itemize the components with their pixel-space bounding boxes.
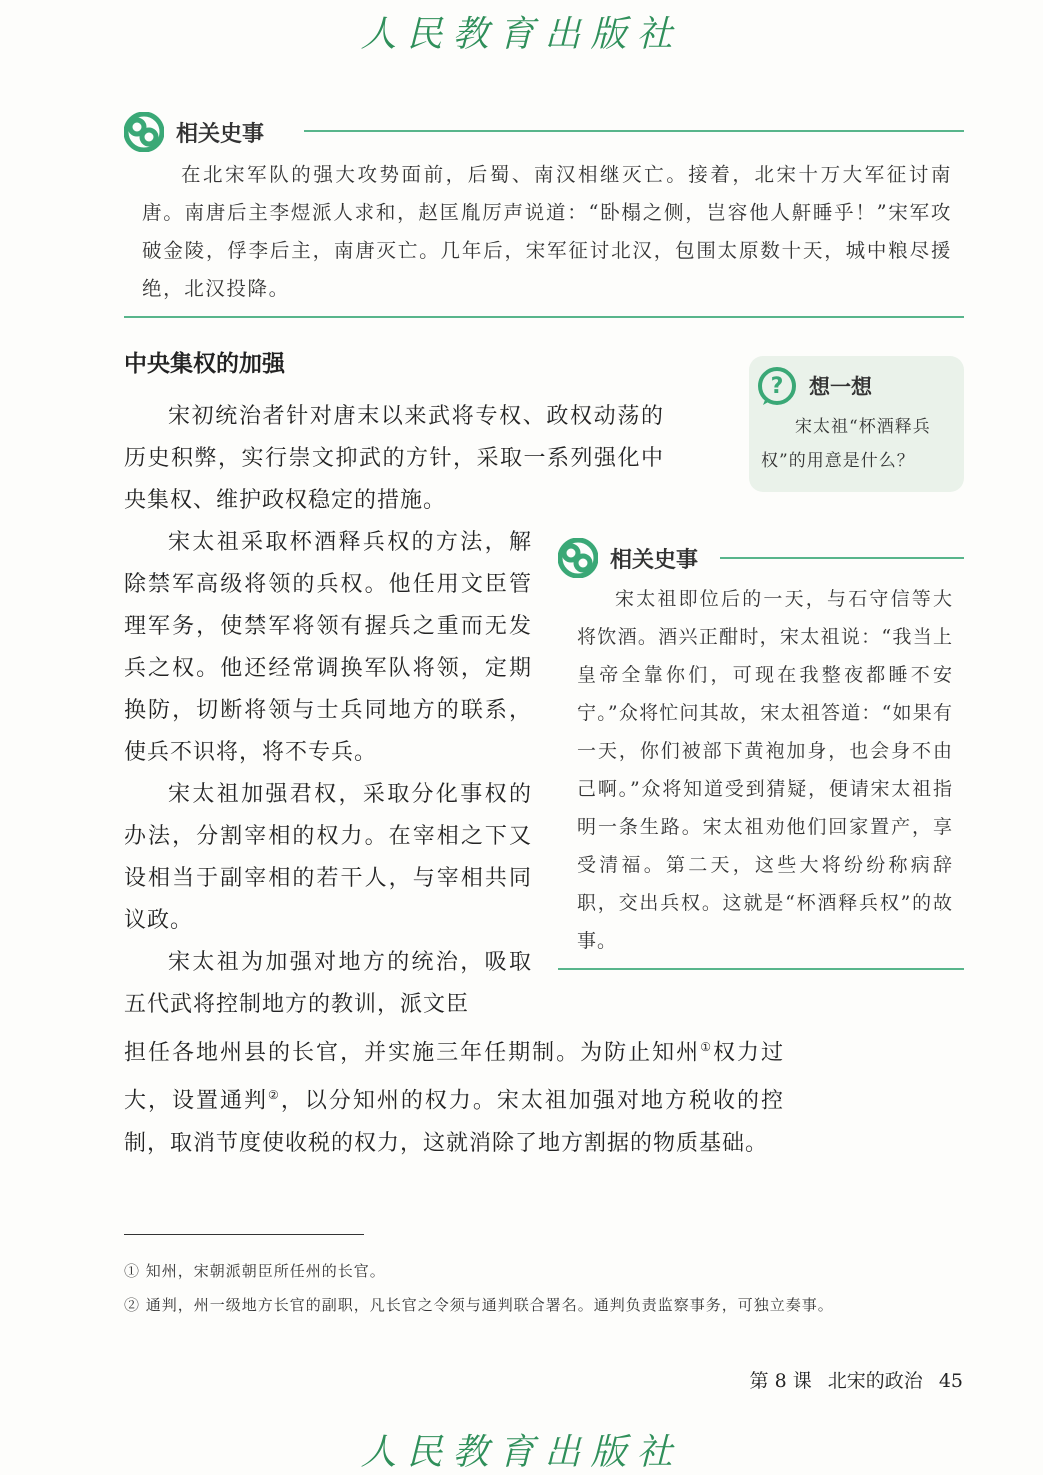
paragraph-2: 宋太祖采取杯酒释兵权的方法，解除禁军高级将领的兵权。他任用文臣管理军务，使禁军将领有握兵之重而无发兵之权。他还经常调换军队将领，定期换防，切断将领与士兵同地方的联系，使兵不识将，将不专兵。 bbox=[124, 530, 532, 765]
related-history-header-2 bbox=[558, 538, 698, 578]
page-number: 45 bbox=[938, 1370, 963, 1392]
think-title: 想一想 bbox=[809, 375, 872, 399]
box-bottom-rule bbox=[124, 316, 964, 318]
box2-bottom-rule bbox=[558, 968, 964, 970]
header-rule-2 bbox=[720, 557, 964, 559]
paragraph-1: 宋初统治者针对唐末以来武将专权、政权动荡的历史积弊，实行崇文抑武的方针，采取一系列强化中央集权、维护政权稳定的措施。 bbox=[124, 404, 664, 513]
footnote-2: ② 通判，州一级地方长官的副职，凡长官之令须与通判联合署名。通判负责监察事务，可独立奏事。 bbox=[124, 1296, 834, 1314]
swirl-icon bbox=[558, 538, 598, 578]
related-history-title-2: 相关史事 bbox=[610, 547, 699, 573]
paragraph-4-continued: 担任各地州县的长官，并实施三年任期制。为防止知州①权力过大，设置通判②，以分知州的权力。宋太祖加强对地方税收的控制，取消节度使收税的权力，这就消除了地方割据的物质基础。 bbox=[124, 1040, 784, 1156]
publisher-watermark-bottom: 人民教育出版社 bbox=[360, 1432, 683, 1473]
related-history-header bbox=[124, 112, 264, 152]
related-history-text-2: 宋太祖即位后的一天，与石守信等大将饮酒。酒兴正酣时，宋太祖说：“我当上皇帝全靠你们，可现在我整夜都睡不安宁。”众将忙问其故，宋太祖答道：“如果有一天，你们被部下黄袍加身，也会身不由己啊。”众将知道受到猜疑，便请宋太祖指明一条生路。宋太祖劝他们回家置产，享受清福。第二天，这些大将纷纷称病辞职，交出兵权。这就是“杯酒释兵权”的故事。 bbox=[577, 588, 953, 952]
lesson-number: 第 8 课 bbox=[749, 1370, 812, 1392]
publisher-watermark-top: 人民教育出版社 bbox=[360, 14, 683, 55]
related-history-text: 在北宋军队的强大攻势面前，后蜀、南汉相继灭亡。接着，北宋十万大军征讨南唐。南唐后主李煜派人求和，赵匡胤厉声说道：“卧榻之侧，岂容他人鼾睡乎！”宋军攻破金陵，俘李后主，南唐灭亡。几年后，宋军征讨北汉，包围太原数十天，城中粮尽援绝，北汉投降。 bbox=[142, 163, 952, 300]
question-icon bbox=[757, 366, 797, 406]
footnote-ref-1[interactable]: ① bbox=[700, 1040, 713, 1054]
paragraph-3: 宋太祖加强君权，采取分化事权的办法，分割宰相的权力。在宰相之下又设相当于副宰相的若干人，与宰相共同议政。 bbox=[124, 782, 532, 933]
related-history-title: 相关史事 bbox=[176, 121, 265, 147]
footnote-ref-2[interactable]: ② bbox=[268, 1088, 281, 1103]
section-heading: 中央集权的加强 bbox=[124, 351, 285, 377]
lesson-title: 北宋的政治 bbox=[827, 1370, 923, 1392]
footnote-rule bbox=[124, 1234, 364, 1235]
footnote-1: ① 知州，宋朝派朝臣所任州的长官。 bbox=[124, 1262, 386, 1280]
page-footer bbox=[740, 1366, 963, 1393]
header-rule bbox=[304, 130, 964, 132]
paragraph-4-start: 宋太祖为加强对地方的统治，吸取五代武将控制地方的教训，派文臣 bbox=[124, 950, 532, 1017]
swirl-icon bbox=[124, 112, 164, 152]
svg-text:?: ? bbox=[770, 374, 784, 399]
think-box bbox=[749, 356, 964, 492]
think-question: 宋太祖“杯酒释兵权”的用意是什么？ bbox=[761, 417, 931, 471]
